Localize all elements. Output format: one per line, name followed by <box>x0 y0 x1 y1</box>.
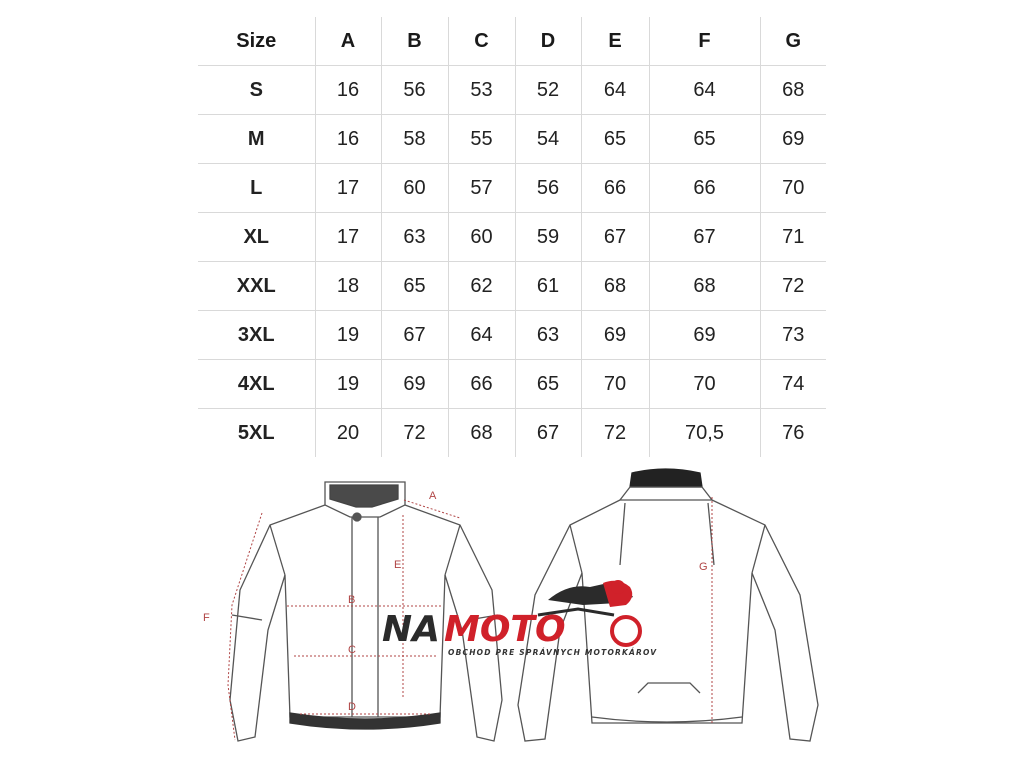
measurement-cell-d: 63 <box>515 311 581 360</box>
measurement-cell-f: 69 <box>649 311 760 360</box>
measurement-cell-b: 69 <box>381 360 448 409</box>
measurement-cell-g: 71 <box>760 213 826 262</box>
size-cell: M <box>198 115 315 164</box>
measurement-cell-g: 69 <box>760 115 826 164</box>
size-cell: 3XL <box>198 311 315 360</box>
measurement-cell-g: 73 <box>760 311 826 360</box>
size-cell: XL <box>198 213 315 262</box>
measurement-cell-e: 64 <box>581 66 649 115</box>
logo-word-moto: MOTO <box>444 609 566 650</box>
measurement-cell-d: 54 <box>515 115 581 164</box>
measurement-cell-b: 60 <box>381 164 448 213</box>
measurement-cell-e: 65 <box>581 115 649 164</box>
measurement-cell-a: 16 <box>315 115 381 164</box>
measurement-cell-f: 65 <box>649 115 760 164</box>
measurement-cell-f: 67 <box>649 213 760 262</box>
measurement-cell-d: 52 <box>515 66 581 115</box>
measurement-cell-g: 72 <box>760 262 826 311</box>
size-cell: L <box>198 164 315 213</box>
front-label-e: E <box>394 559 402 571</box>
measurement-cell-d: 61 <box>515 262 581 311</box>
measurement-cell-e: 67 <box>581 213 649 262</box>
measurement-cell-c: 53 <box>448 66 515 115</box>
header-d: D <box>515 17 581 66</box>
measurement-cell-e: 69 <box>581 311 649 360</box>
front-label-b: B <box>348 594 356 606</box>
header-c: C <box>448 17 515 66</box>
measurement-cell-a: 20 <box>315 409 381 458</box>
measurement-cell-c: 55 <box>448 115 515 164</box>
measurement-cell-e: 70 <box>581 360 649 409</box>
measurement-cell-b: 67 <box>381 311 448 360</box>
front-label-a: A <box>429 490 437 502</box>
table-row <box>198 213 826 262</box>
front-label-c: C <box>348 644 356 656</box>
back-label-g: G <box>699 561 708 573</box>
measurement-cell-c: 68 <box>448 409 515 458</box>
size-cell: 5XL <box>198 409 315 458</box>
header-g: G <box>760 17 826 66</box>
measurement-cell-b: 63 <box>381 213 448 262</box>
measurement-cell-g: 68 <box>760 66 826 115</box>
table-row <box>198 409 826 458</box>
table-row <box>198 66 826 115</box>
measurement-cell-f: 64 <box>649 66 760 115</box>
measurement-cell-f: 70 <box>649 360 760 409</box>
measurement-cell-b: 56 <box>381 66 448 115</box>
measurement-cell-d: 67 <box>515 409 581 458</box>
measurement-cell-c: 62 <box>448 262 515 311</box>
measurement-cell-c: 64 <box>448 311 515 360</box>
table-row <box>198 360 826 409</box>
measurement-cell-f: 70,5 <box>649 409 760 458</box>
measurement-cell-c: 57 <box>448 164 515 213</box>
header-f: F <box>649 17 760 66</box>
measurement-cell-d: 56 <box>515 164 581 213</box>
measurement-cell-d: 59 <box>515 213 581 262</box>
header-a: A <box>315 17 381 66</box>
table-header-row <box>198 17 826 66</box>
front-label-d: D <box>348 701 356 713</box>
measurement-cell-b: 65 <box>381 262 448 311</box>
table-row <box>198 311 826 360</box>
header-e: E <box>581 17 649 66</box>
size-cell: 4XL <box>198 360 315 409</box>
measurement-cell-a: 17 <box>315 213 381 262</box>
measurement-cell-c: 60 <box>448 213 515 262</box>
measurement-cell-a: 19 <box>315 360 381 409</box>
measurement-cell-a: 17 <box>315 164 381 213</box>
header-b: B <box>381 17 448 66</box>
table-row <box>198 262 826 311</box>
size-cell: S <box>198 66 315 115</box>
namoto-logo <box>378 575 668 665</box>
measurement-cell-b: 72 <box>381 409 448 458</box>
measurement-cell-a: 19 <box>315 311 381 360</box>
measurement-cell-f: 66 <box>649 164 760 213</box>
measurement-cell-g: 74 <box>760 360 826 409</box>
measurement-cell-a: 16 <box>315 66 381 115</box>
front-label-f: F <box>203 612 210 624</box>
size-chart-table <box>198 17 826 457</box>
measurement-cell-e: 68 <box>581 262 649 311</box>
logo-word-na: NA <box>382 609 440 650</box>
table-row <box>198 164 826 213</box>
measurement-cell-a: 18 <box>315 262 381 311</box>
size-cell: XXL <box>198 262 315 311</box>
measurement-cell-b: 58 <box>381 115 448 164</box>
measurement-cell-g: 70 <box>760 164 826 213</box>
measurement-cell-c: 66 <box>448 360 515 409</box>
logo-tagline: OBCHOD PRE SPRÁVNYCH MOTORKÁROV <box>448 648 658 657</box>
table-row <box>198 115 826 164</box>
measurement-cell-g: 76 <box>782 421 805 444</box>
measurement-cell-e: 72 <box>581 409 649 458</box>
header-size: Size <box>198 17 315 66</box>
measurement-cell-e: 66 <box>581 164 649 213</box>
measurement-cell-d: 65 <box>515 360 581 409</box>
measurement-cell-f: 68 <box>649 262 760 311</box>
